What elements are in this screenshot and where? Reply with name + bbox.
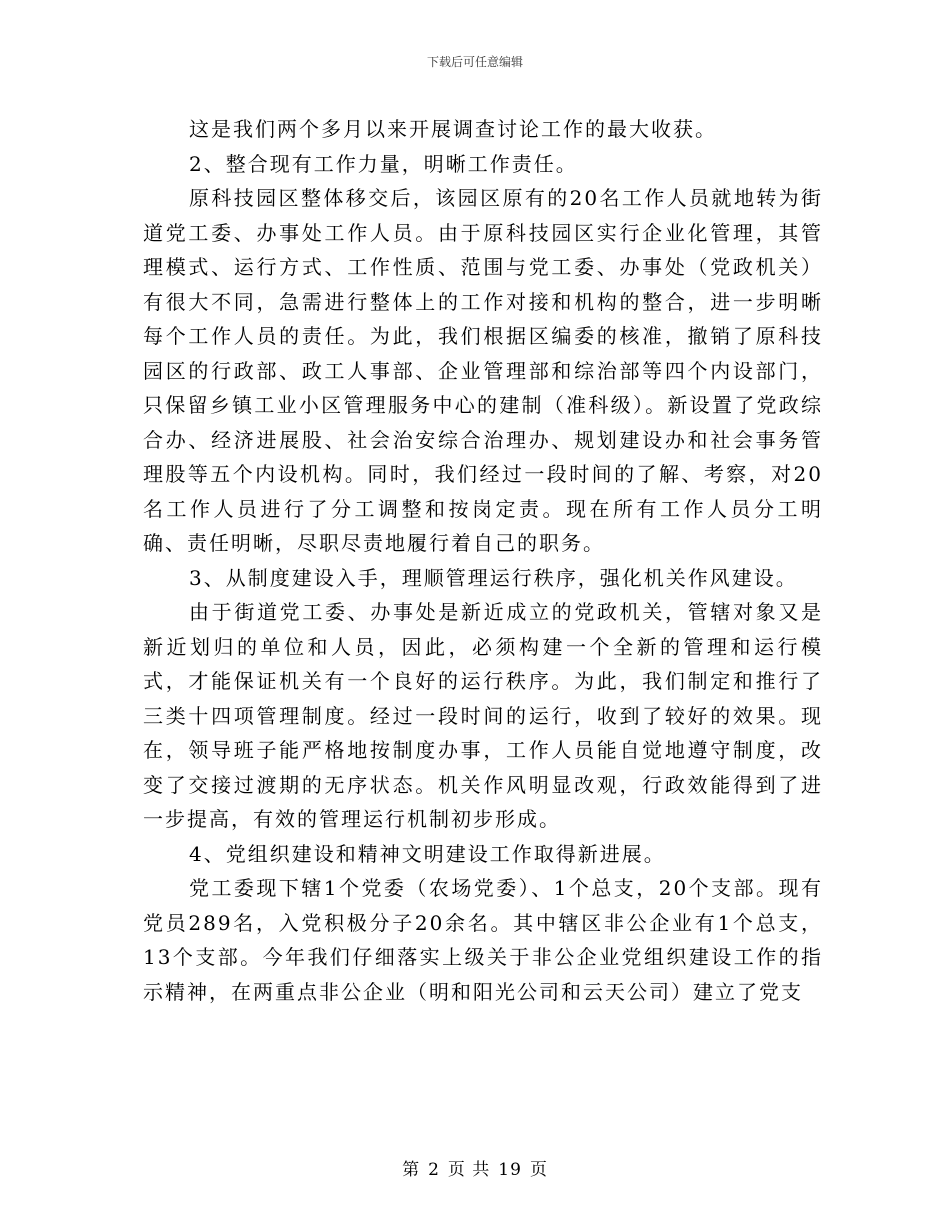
page-footer bbox=[0, 1155, 950, 1180]
section-heading: 2、整合现有工作力量，明晰工作责任。 bbox=[189, 151, 578, 176]
section-heading: 4、党组织建设和精神文明建设工作取得新进展。 bbox=[189, 841, 666, 866]
total-page-count: 19 bbox=[498, 1160, 522, 1180]
paragraph: 党工委现下辖1个党委（农场党委）、1个总支，20个支部。现有党员289名，入党积极分子20余名。其中辖区非公企业有1个总支，13个支部。今年我们仔细落实上级关于非公企业党组织建设工作的指示精神，在两重点非公企业（明和阳光公司和云天公司）建立了党支 bbox=[143, 876, 823, 1004]
paragraph: 原科技园区整体移交后，该园区原有的20名工作人员就地转为街道党工委、办事处工作人员。由于原科技园区实行企业化管理，其管理模式、运行方式、工作性质、范围与党工委、办事处（党政机关）有很大不同，急需进行整体上的工作对接和机构的整合，进一步明晰每个工作人员的责任。为此，我们根据区编委的核准，撤销了原科技园区的行政部、政工人事部、企业管理部和综治部等四个内设部门，只保留乡镇工业小区管理服务中心的建制（准科级）。新设置了党政综合办、经济进展股、社会治安综合治理办、规划建设办和社会事务管理股等五个内设机构。同时，我们经过一段时间的了解、考察，对20名工作人员进行了分工调整和按岗定责。现在所有工作人员分工明确、责任明晰，尽职尽责地履行着自己的职务。 bbox=[143, 186, 823, 555]
footer-prefix: 第 bbox=[402, 1160, 421, 1180]
footer-suffix: 页 bbox=[529, 1160, 548, 1180]
paragraph: 这是我们两个多月以来开展调查讨论工作的最大收获。 bbox=[189, 117, 717, 141]
footer-middle: 页 共 bbox=[447, 1160, 491, 1180]
document-body bbox=[143, 112, 823, 1009]
paragraph: 由于街道党工委、办事处是新近成立的党政机关，管辖对象又是新近划归的单位和人员，因此，必须构建一个全新的管理和运行模式，才能保证机关有一个良好的运行秩序。为此，我们制定和推行了三类十四项管理制度。经过一段时间的运行，收到了较好的效果。现在，领导班子能严格地按制度办事，工作人员能自觉地遵守制度，改变了交接过渡期的无序状态。机关作风明显改观，行政效能得到了进一步提高，有效的管理运行机制初步形成。 bbox=[143, 600, 823, 831]
current-page-number: 2 bbox=[428, 1160, 440, 1180]
page-header: 下载后可任意编辑 bbox=[426, 55, 523, 69]
section-heading: 3、从制度建设入手，理顺管理运行秩序，强化机关作风建设。 bbox=[189, 565, 798, 590]
